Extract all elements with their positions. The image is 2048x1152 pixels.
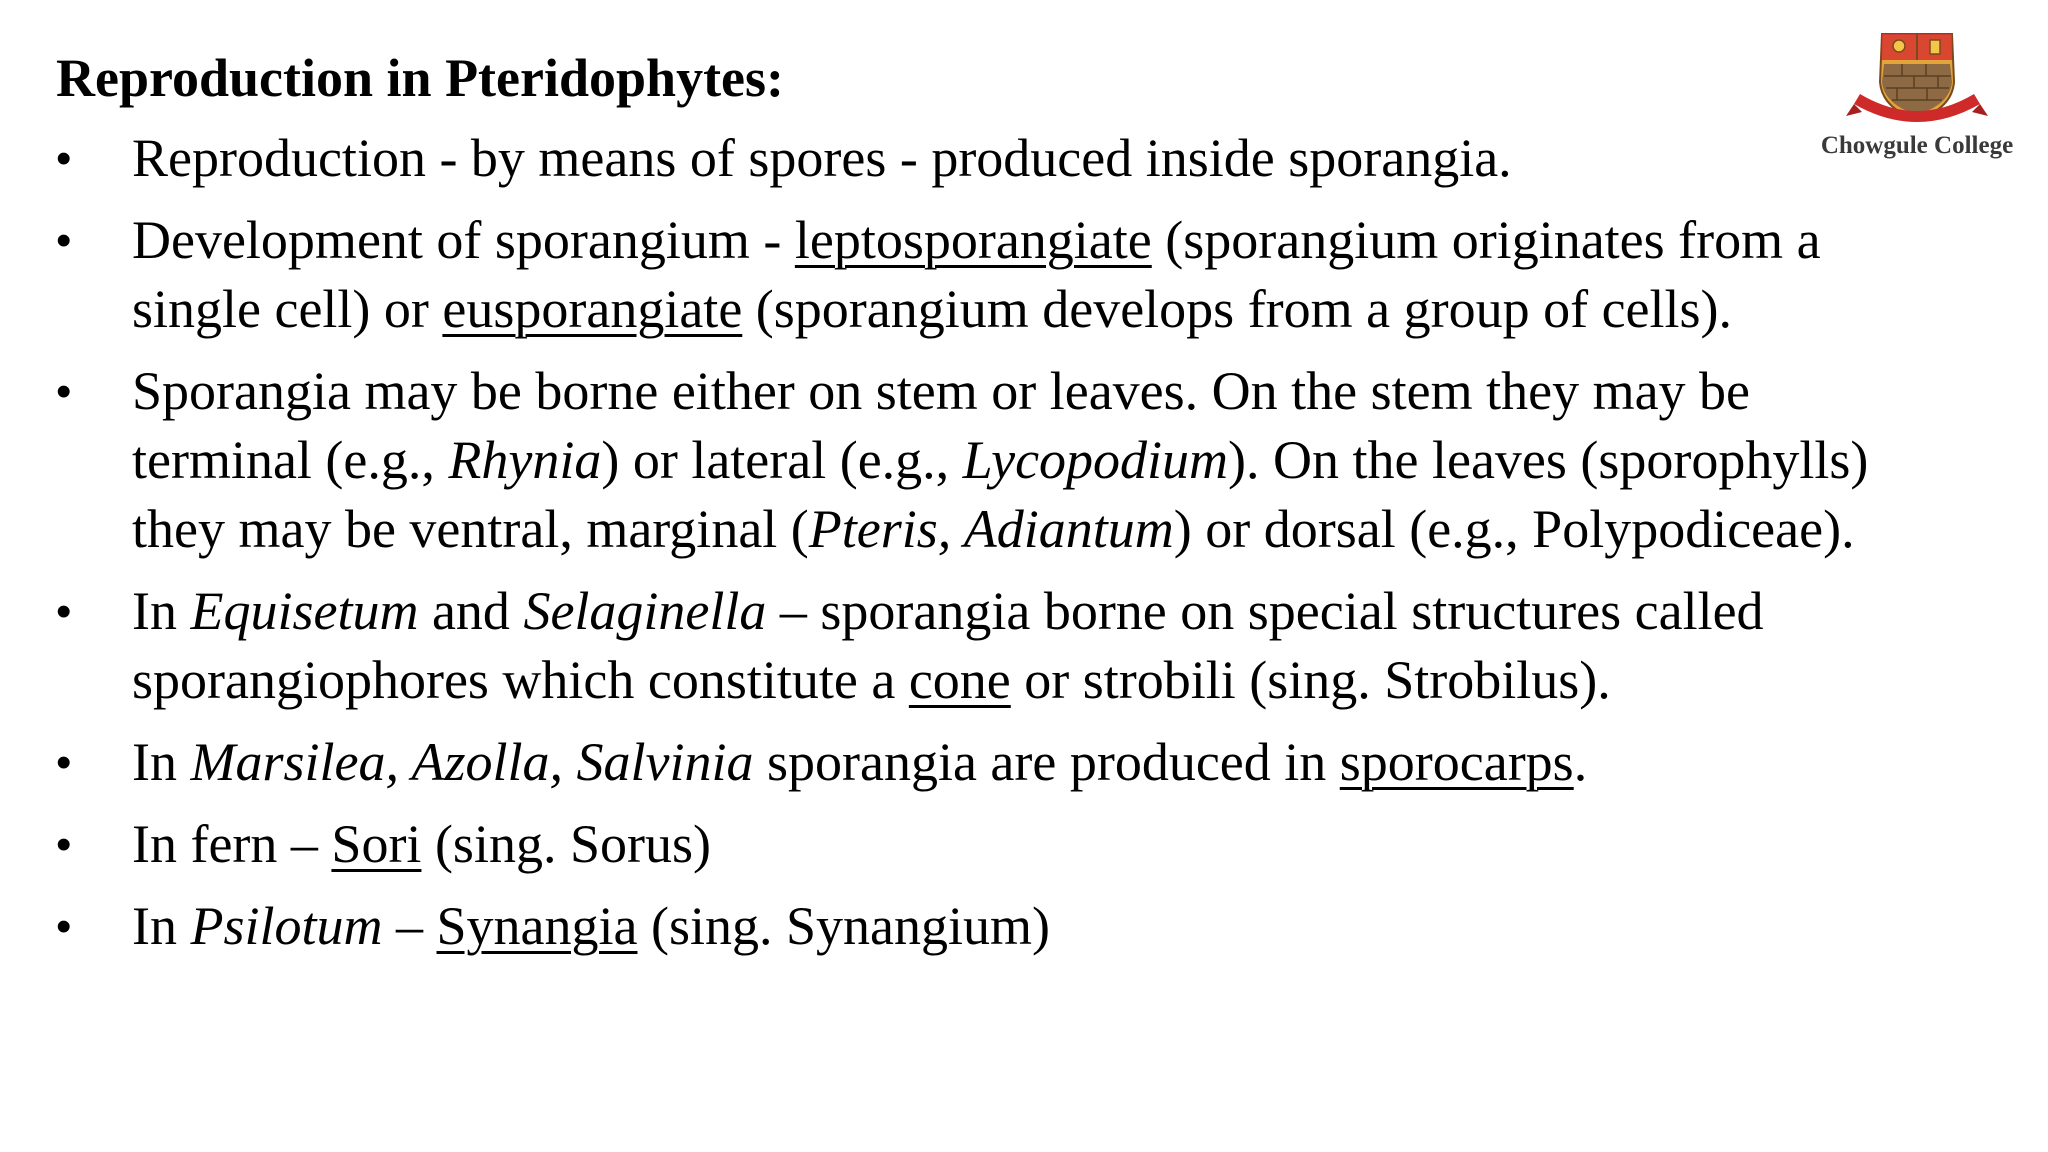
text-run: (sing. Synangium) (637, 896, 1050, 956)
text-run: In (132, 732, 191, 792)
italic-term: Selaginella (523, 581, 767, 641)
bullet-item (56, 577, 1996, 715)
bullet-dot: • (56, 216, 72, 265)
text-run: In fern – (132, 814, 332, 874)
bullet-dot: • (56, 134, 72, 183)
text-run: In (132, 581, 191, 641)
bullet-line (132, 124, 1996, 193)
italic-term: Equisetum (190, 581, 419, 641)
underlined-term: leptosporangiate (794, 210, 1152, 270)
text-run: In (132, 896, 191, 956)
text-run: ). On the leaves (sporophylls) (1228, 430, 1869, 490)
text-run: or strobili (sing. Strobilus). (1010, 650, 1611, 710)
bullet-list (56, 124, 1996, 974)
text-run: . (1573, 732, 1588, 792)
text-run: sporangiophores which constitute a (132, 650, 909, 710)
logo-caption: Chowgule College (1820, 132, 2014, 159)
bullet-item (56, 357, 1996, 564)
bullet-item (56, 892, 1996, 961)
text-run: Sporangia may be borne either on stem or leaves. On the stem they may be (132, 361, 1751, 421)
bullet-line (132, 728, 1996, 797)
bullet-line (132, 275, 1996, 344)
bullet-line (132, 810, 1996, 879)
bullet-line (132, 646, 1996, 715)
bullet-dot: • (56, 738, 72, 787)
text-run: terminal (e.g., (132, 430, 449, 490)
text-run: (sporangium develops from a group of cells). (742, 279, 1733, 339)
text-run: they may be ventral, marginal ( (132, 499, 809, 559)
bullet-dot: • (56, 902, 72, 951)
italic-term: Marsilea, Azolla, Salvinia (190, 732, 754, 792)
italic-term: Pteris, Adiantum (808, 499, 1174, 559)
text-run: Reproduction - by means of spores - produced inside sporangia. (132, 128, 1512, 188)
text-run: ) or lateral (e.g., (601, 430, 963, 490)
text-run: ) or dorsal (e.g., Polypodiceae). (1173, 499, 1855, 559)
text-run: (sing. Sorus) (421, 814, 711, 874)
underlined-term: Sori (331, 814, 422, 874)
bullet-line (132, 357, 1996, 426)
italic-term: Rhynia (448, 430, 602, 490)
bullet-line (132, 495, 1996, 564)
bullet-line (132, 892, 1996, 961)
bullet-line (132, 577, 1996, 646)
text-run: sporangia are produced in (753, 732, 1340, 792)
bullet-line (132, 206, 1996, 275)
bullet-item (56, 728, 1996, 797)
bullet-dot: • (56, 587, 72, 636)
text-run: – sporangia borne on special structures called (766, 581, 1764, 641)
text-run: single cell) or (132, 279, 443, 339)
bullet-item (56, 124, 1996, 193)
bullet-line (132, 426, 1996, 495)
bullet-item (56, 810, 1996, 879)
underlined-term: eusporangiate (442, 279, 743, 339)
bullet-dot: • (56, 820, 72, 869)
underlined-term: Synangia (436, 896, 638, 956)
bullet-item (56, 206, 1996, 344)
underlined-term: sporocarps (1339, 732, 1574, 792)
text-run: (sporangium originates from a (1151, 210, 1821, 270)
italic-term: Psilotum (190, 896, 383, 956)
text-run: Development of sporangium - (132, 210, 795, 270)
slide-title: Reproduction in Pteridophytes: (56, 48, 785, 108)
text-run: and (418, 581, 524, 641)
italic-term: Lycopodium (962, 430, 1229, 490)
bullet-dot: • (56, 367, 72, 416)
text-run: – (382, 896, 437, 956)
underlined-term: cone (908, 650, 1011, 710)
college-crest-icon (1802, 24, 2032, 134)
